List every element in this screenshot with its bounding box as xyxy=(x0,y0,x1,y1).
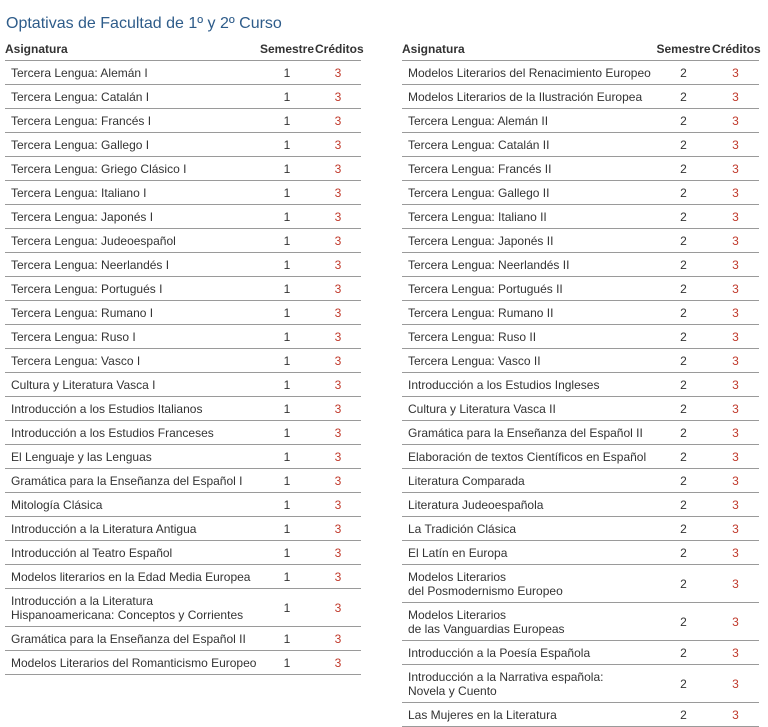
left-table-container xyxy=(5,40,364,675)
table-row xyxy=(402,181,759,205)
credits-cell: 3 xyxy=(315,469,361,493)
course-name-cell: Cultura y Literatura Vasca II xyxy=(402,397,655,421)
semester-cell: 1 xyxy=(259,517,315,541)
course-name-cell: Gramática para la Enseñanza del Español II xyxy=(5,627,259,651)
semester-cell: 2 xyxy=(655,253,712,277)
course-name-cell: Gramática para la Enseñanza del Español I xyxy=(5,469,259,493)
credits-cell: 3 xyxy=(315,229,361,253)
course-name-cell: Tercera Lengua: Catalán II xyxy=(402,133,655,157)
course-name-cell: Las Mujeres en la Literatura xyxy=(402,703,655,727)
header-subject: Asignatura xyxy=(402,40,655,61)
course-name-cell: Tercera Lengua: Gallego II xyxy=(402,181,655,205)
credits-cell: 3 xyxy=(712,469,759,493)
credits-cell: 3 xyxy=(315,589,361,627)
semester-cell: 1 xyxy=(259,157,315,181)
course-name-cell: Tercera Lengua: Alemán I xyxy=(5,61,259,85)
course-name-cell: Tercera Lengua: Alemán II xyxy=(402,109,655,133)
credits-cell: 3 xyxy=(712,301,759,325)
course-name-cell: Mitología Clásica xyxy=(5,493,259,517)
semester-cell: 2 xyxy=(655,603,712,641)
semester-cell: 2 xyxy=(655,181,712,205)
table-row xyxy=(402,205,759,229)
semester-cell: 1 xyxy=(259,181,315,205)
semester-cell: 1 xyxy=(259,229,315,253)
course-name-cell: Tercera Lengua: Ruso I xyxy=(5,325,259,349)
credits-cell: 3 xyxy=(712,277,759,301)
semester-cell: 1 xyxy=(259,445,315,469)
credits-cell: 3 xyxy=(712,397,759,421)
table-row xyxy=(5,541,361,565)
credits-cell: 3 xyxy=(315,325,361,349)
credits-cell: 3 xyxy=(315,517,361,541)
table-row xyxy=(402,157,759,181)
semester-cell: 1 xyxy=(259,109,315,133)
table-row xyxy=(402,349,759,373)
semester-cell: 1 xyxy=(259,61,315,85)
credits-cell: 3 xyxy=(315,421,361,445)
table-row xyxy=(5,109,361,133)
credits-cell: 3 xyxy=(315,157,361,181)
table-row xyxy=(402,493,759,517)
semester-cell: 2 xyxy=(655,517,712,541)
credits-cell: 3 xyxy=(315,373,361,397)
header-subject: Asignatura xyxy=(5,40,259,61)
table-row xyxy=(5,133,361,157)
semester-cell: 2 xyxy=(655,205,712,229)
semester-cell: 1 xyxy=(259,589,315,627)
course-name-cell: Introducción al Teatro Español xyxy=(5,541,259,565)
table-row xyxy=(402,301,759,325)
table-header-row xyxy=(5,40,361,61)
semester-cell: 1 xyxy=(259,469,315,493)
table-row xyxy=(5,61,361,85)
course-name-cell: Introducción a la Poesía Española xyxy=(402,641,655,665)
credits-cell: 3 xyxy=(315,651,361,675)
course-name-cell: Tercera Lengua: Catalán I xyxy=(5,85,259,109)
semester-cell: 1 xyxy=(259,373,315,397)
credits-cell: 3 xyxy=(712,349,759,373)
credits-cell: 3 xyxy=(712,181,759,205)
table-row xyxy=(5,651,361,675)
table-row xyxy=(5,493,361,517)
course-name-cell: Modelos Literarios de la Ilustración Europea xyxy=(402,85,655,109)
course-name-cell: Tercera Lengua: Judeoespañol xyxy=(5,229,259,253)
credits-cell: 3 xyxy=(712,373,759,397)
table-row xyxy=(5,157,361,181)
table-header-row xyxy=(402,40,759,61)
table-row xyxy=(5,325,361,349)
left-table-body xyxy=(5,61,361,675)
semester-cell: 1 xyxy=(259,349,315,373)
credits-cell: 3 xyxy=(315,109,361,133)
table-row xyxy=(402,517,759,541)
table-row xyxy=(5,565,361,589)
course-name-cell: Tercera Lengua: Rumano I xyxy=(5,301,259,325)
course-name-cell: Tercera Lengua: Neerlandés II xyxy=(402,253,655,277)
credits-cell: 3 xyxy=(712,61,759,85)
table-row xyxy=(5,589,361,627)
semester-cell: 2 xyxy=(655,469,712,493)
table-row xyxy=(402,253,759,277)
course-name-cell: Tercera Lengua: Ruso II xyxy=(402,325,655,349)
credits-cell: 3 xyxy=(315,85,361,109)
table-row xyxy=(5,229,361,253)
semester-cell: 1 xyxy=(259,133,315,157)
semester-cell: 2 xyxy=(655,301,712,325)
semester-cell: 1 xyxy=(259,627,315,651)
course-name-cell: Introducción a los Estudios Ingleses xyxy=(402,373,655,397)
semester-cell: 2 xyxy=(655,109,712,133)
semester-cell: 2 xyxy=(655,229,712,253)
course-name-cell: Tercera Lengua: Francés II xyxy=(402,157,655,181)
semester-cell: 2 xyxy=(655,641,712,665)
credits-cell: 3 xyxy=(712,665,759,703)
table-row xyxy=(402,703,759,727)
semester-cell: 2 xyxy=(655,325,712,349)
table-row xyxy=(5,397,361,421)
table-row xyxy=(402,277,759,301)
semester-cell: 1 xyxy=(259,541,315,565)
credits-cell: 3 xyxy=(712,565,759,603)
table-row xyxy=(402,325,759,349)
table-row xyxy=(402,565,759,603)
credits-cell: 3 xyxy=(712,253,759,277)
table-row xyxy=(402,85,759,109)
credits-cell: 3 xyxy=(315,541,361,565)
table-row xyxy=(402,229,759,253)
semester-cell: 2 xyxy=(655,541,712,565)
semester-cell: 1 xyxy=(259,277,315,301)
semester-cell: 1 xyxy=(259,253,315,277)
course-name-cell: El Lenguaje y las Lenguas xyxy=(5,445,259,469)
credits-cell: 3 xyxy=(712,445,759,469)
semester-cell: 1 xyxy=(259,493,315,517)
course-name-cell: Modelos Literarios de las Vanguardias Europeas xyxy=(402,603,655,641)
semester-cell: 1 xyxy=(259,325,315,349)
semester-cell: 1 xyxy=(259,397,315,421)
table-row xyxy=(402,373,759,397)
table-row xyxy=(402,445,759,469)
table-row xyxy=(5,253,361,277)
right-table-container xyxy=(402,40,759,727)
semester-cell: 2 xyxy=(655,397,712,421)
table-row xyxy=(402,641,759,665)
course-name-cell: Tercera Lengua: Griego Clásico I xyxy=(5,157,259,181)
course-name-cell: Introducción a la Narrativa española: Novela y Cuento xyxy=(402,665,655,703)
course-name-cell: El Latín en Europa xyxy=(402,541,655,565)
semester-cell: 2 xyxy=(655,61,712,85)
left-courses-table xyxy=(5,40,364,675)
table-row xyxy=(5,85,361,109)
credits-cell: 3 xyxy=(315,565,361,589)
table-row xyxy=(402,603,759,641)
course-name-cell: Tercera Lengua: Italiano I xyxy=(5,181,259,205)
credits-cell: 3 xyxy=(315,205,361,229)
semester-cell: 2 xyxy=(655,703,712,727)
credits-cell: 3 xyxy=(712,493,759,517)
table-row xyxy=(402,421,759,445)
course-name-cell: Elaboración de textos Científicos en Español xyxy=(402,445,655,469)
semester-cell: 2 xyxy=(655,277,712,301)
credits-cell: 3 xyxy=(315,277,361,301)
course-name-cell: Tercera Lengua: Neerlandés I xyxy=(5,253,259,277)
credits-cell: 3 xyxy=(315,181,361,205)
table-row xyxy=(5,469,361,493)
credits-cell: 3 xyxy=(315,493,361,517)
course-name-cell: Introducción a la Literatura Hispanoamericana: Conceptos y Corrientes xyxy=(5,589,259,627)
course-name-cell: Introducción a la Literatura Antigua xyxy=(5,517,259,541)
course-name-cell: Tercera Lengua: Portugués I xyxy=(5,277,259,301)
semester-cell: 2 xyxy=(655,373,712,397)
course-name-cell: Introducción a los Estudios Franceses xyxy=(5,421,259,445)
table-row xyxy=(402,541,759,565)
credits-cell: 3 xyxy=(315,61,361,85)
credits-cell: 3 xyxy=(712,603,759,641)
header-semester: Semestre xyxy=(259,40,315,61)
course-name-cell: Tercera Lengua: Portugués II xyxy=(402,277,655,301)
table-row xyxy=(402,61,759,85)
semester-cell: 2 xyxy=(655,565,712,603)
right-courses-table xyxy=(402,40,759,727)
course-name-cell: Gramática para la Enseñanza del Español II xyxy=(402,421,655,445)
table-row xyxy=(5,373,361,397)
credits-cell: 3 xyxy=(712,205,759,229)
course-name-cell: Tercera Lengua: Gallego I xyxy=(5,133,259,157)
table-row xyxy=(402,133,759,157)
semester-cell: 1 xyxy=(259,301,315,325)
table-row xyxy=(402,665,759,703)
credits-cell: 3 xyxy=(712,541,759,565)
course-name-cell: Tercera Lengua: Japonés II xyxy=(402,229,655,253)
course-name-cell: Tercera Lengua: Rumano II xyxy=(402,301,655,325)
course-name-cell: Modelos Literarios del Posmodernismo Europeo xyxy=(402,565,655,603)
credits-cell: 3 xyxy=(712,109,759,133)
credits-cell: 3 xyxy=(712,85,759,109)
right-table-body xyxy=(402,61,759,727)
course-name-cell: Literatura Comparada xyxy=(402,469,655,493)
table-row xyxy=(5,627,361,651)
semester-cell: 2 xyxy=(655,665,712,703)
table-row xyxy=(5,181,361,205)
header-credits: Créditos xyxy=(315,40,361,61)
course-name-cell: La Tradición Clásica xyxy=(402,517,655,541)
semester-cell: 2 xyxy=(655,85,712,109)
semester-cell: 1 xyxy=(259,651,315,675)
table-row xyxy=(5,517,361,541)
credits-cell: 3 xyxy=(712,157,759,181)
course-name-cell: Tercera Lengua: Vasco II xyxy=(402,349,655,373)
table-row xyxy=(5,445,361,469)
course-name-cell: Introducción a los Estudios Italianos xyxy=(5,397,259,421)
credits-cell: 3 xyxy=(712,421,759,445)
table-row xyxy=(5,205,361,229)
credits-cell: 3 xyxy=(712,703,759,727)
table-row xyxy=(5,349,361,373)
table-row xyxy=(5,421,361,445)
header-credits: Créditos xyxy=(712,40,759,61)
course-name-cell: Modelos literarios en la Edad Media Europea xyxy=(5,565,259,589)
credits-cell: 3 xyxy=(712,133,759,157)
semester-cell: 1 xyxy=(259,565,315,589)
semester-cell: 2 xyxy=(655,349,712,373)
credits-cell: 3 xyxy=(712,641,759,665)
semester-cell: 1 xyxy=(259,421,315,445)
semester-cell: 1 xyxy=(259,85,315,109)
credits-cell: 3 xyxy=(712,517,759,541)
course-name-cell: Tercera Lengua: Francés I xyxy=(5,109,259,133)
course-name-cell: Literatura Judeoespañola xyxy=(402,493,655,517)
credits-cell: 3 xyxy=(315,253,361,277)
credits-cell: 3 xyxy=(315,445,361,469)
credits-cell: 3 xyxy=(315,301,361,325)
credits-cell: 3 xyxy=(315,349,361,373)
table-row xyxy=(5,277,361,301)
semester-cell: 2 xyxy=(655,445,712,469)
course-name-cell: Modelos Literarios del Renacimiento Europeo xyxy=(402,61,655,85)
course-name-cell: Tercera Lengua: Japonés I xyxy=(5,205,259,229)
credits-cell: 3 xyxy=(315,397,361,421)
header-semester: Semestre xyxy=(655,40,712,61)
course-name-cell: Tercera Lengua: Italiano II xyxy=(402,205,655,229)
semester-cell: 2 xyxy=(655,493,712,517)
course-name-cell: Modelos Literarios del Romanticismo Europeo xyxy=(5,651,259,675)
semester-cell: 2 xyxy=(655,421,712,445)
credits-cell: 3 xyxy=(712,229,759,253)
semester-cell: 1 xyxy=(259,205,315,229)
credits-cell: 3 xyxy=(712,325,759,349)
semester-cell: 2 xyxy=(655,133,712,157)
table-row xyxy=(402,397,759,421)
semester-cell: 2 xyxy=(655,157,712,181)
table-row xyxy=(402,109,759,133)
course-name-cell: Cultura y Literatura Vasca I xyxy=(5,373,259,397)
credits-cell: 3 xyxy=(315,133,361,157)
table-row xyxy=(5,301,361,325)
credits-cell: 3 xyxy=(315,627,361,651)
table-row xyxy=(402,469,759,493)
course-name-cell: Tercera Lengua: Vasco I xyxy=(5,349,259,373)
page-title: Optativas de Facultad de 1º y 2º Curso xyxy=(6,14,282,32)
